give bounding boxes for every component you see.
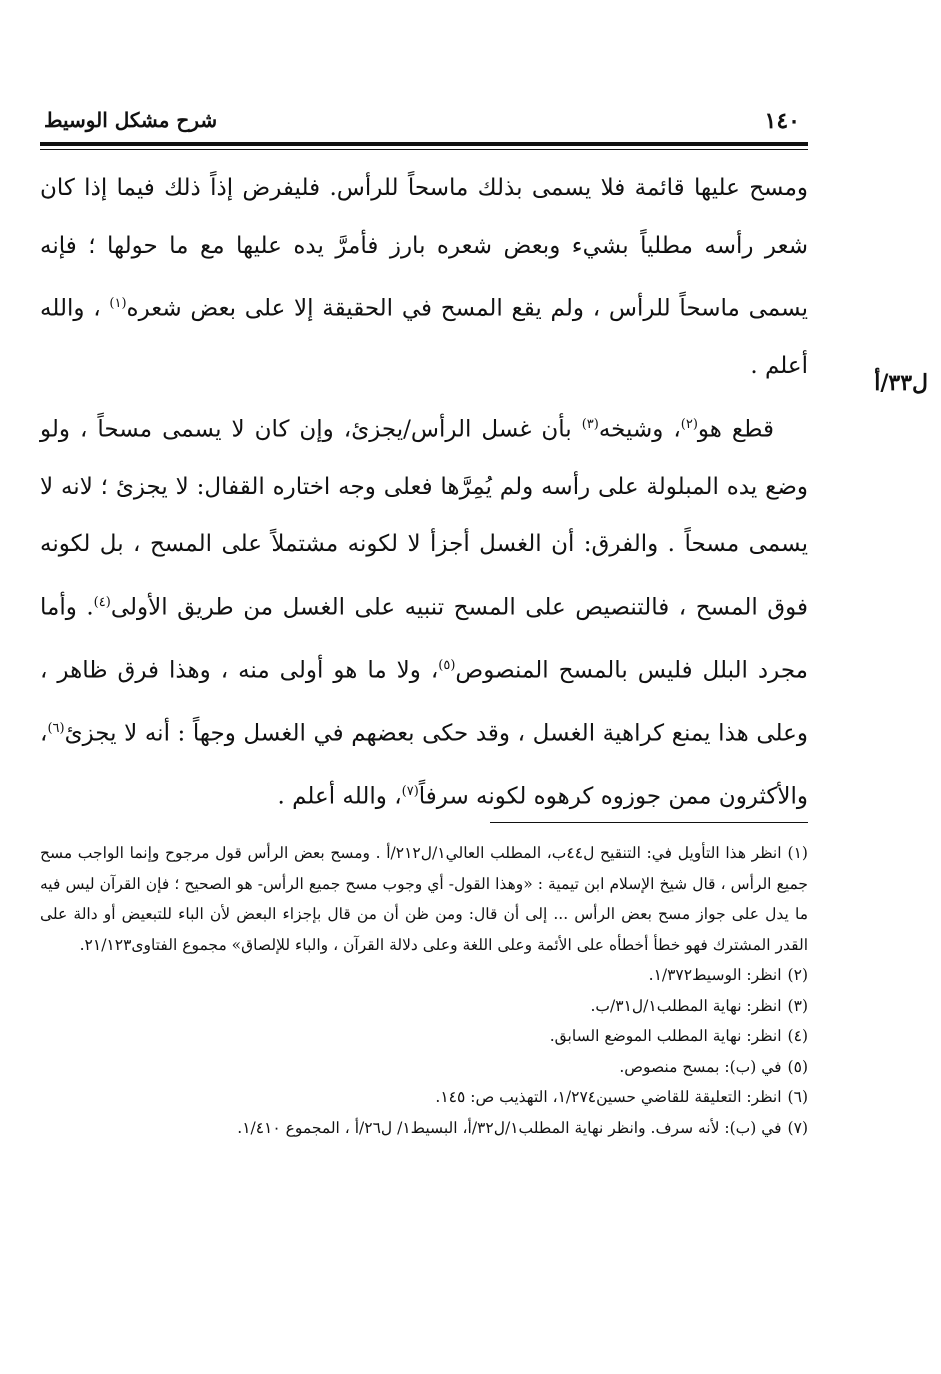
footnote-4 bbox=[40, 1021, 808, 1052]
footnote-text: انظر: نهاية المطلب١/ل٣١/ب. bbox=[590, 996, 782, 1015]
paragraph-2-seg-2: ، وشيخه bbox=[598, 416, 681, 443]
footnote-text: انظر: الوسيط١/٣٧٢. bbox=[648, 966, 782, 984]
paragraph-2-seg-7: ، والله أعلم . bbox=[277, 783, 402, 810]
page-number: ١٤٠ bbox=[764, 108, 800, 134]
manuscript-folio-marker: ل٣٣/أ bbox=[874, 370, 928, 396]
paragraph-2-seg-4: . وأما مجرد البلل فليس بالمسح المنصوص bbox=[40, 594, 808, 684]
main-text bbox=[40, 160, 808, 826]
footnote-number: (٧) bbox=[787, 1118, 808, 1137]
paragraph-2-seg-5: ، ولا ما هو أولى منه ، وهذا فرق ظاهر ، وعلى هذا يمنع كراهية الغسل ، وقد حكى بعضهم في الغسل وجهاً : أنه لا يجزئ bbox=[40, 657, 808, 747]
footnote-separator bbox=[490, 822, 808, 823]
footnote-ref-2: (٢) bbox=[680, 416, 698, 432]
running-title: شرح مشكل الوسيط bbox=[44, 108, 218, 132]
paragraph-1-text-b: ، والله أعلم . bbox=[40, 295, 808, 380]
footnote-ref-7: (٧) bbox=[401, 784, 419, 800]
paragraph-1-text-a: ومسح عليها قائمة فلا يسمى بذلك ماسحاً للرأس. فليفرض إذاً ذلك فيما إذا كان شعر رأسه مطلياً بشيء وبعض شعره بارز فأمرَّ يده عليها مع ما حولها ؛ فإنه يسمى ماسحاً للرأس ، ولم يقع المسح في الحقيقة إلا على بعض شعره bbox=[40, 175, 808, 322]
footnote-number: (١) bbox=[787, 844, 808, 862]
paragraph-2 bbox=[40, 396, 808, 827]
paragraph-2-seg-6: ، والأكثرون ممن جوزوه كرهوه لكونه سرفاً bbox=[40, 720, 808, 810]
header-rule-thick bbox=[40, 142, 808, 146]
page-header bbox=[40, 108, 808, 138]
footnote-number: (٢) bbox=[787, 966, 808, 984]
footnote-number: (٤) bbox=[787, 1027, 808, 1045]
footnote-ref-5: (٥) bbox=[438, 657, 456, 673]
footnotes bbox=[40, 838, 808, 1143]
footnote-1 bbox=[40, 838, 808, 960]
footnote-6 bbox=[40, 1082, 808, 1113]
footnote-number: (٣) bbox=[787, 996, 808, 1015]
footnote-text: انظر: نهاية المطلب الموضع السابق. bbox=[549, 1027, 782, 1045]
footnote-text: في (ب): لأنه سرف. وانظر نهاية المطلب١/ل٣٢/أ، البسيط١/ ل٢٦/أ ، المجموع ١/٤١٠. bbox=[237, 1118, 782, 1137]
footnote-ref-1: (١) bbox=[109, 296, 127, 311]
header-rule-thin bbox=[40, 149, 808, 150]
footnote-number: (٥) bbox=[787, 1057, 808, 1076]
paragraph-2-seg-1: قطع هو bbox=[697, 416, 774, 443]
paragraph-2-seg-3: بأن غسل الرأس/يجزئ، وإن كان لا يسمى مسحاً ، ولو وضع يده المبلولة على رأسه ولم يُمِرَّها فعلى وجه اختاره القفال: لا يجزئ ؛ لانه لا يسمى مسحاً . والفرق: أن الغسل أجزأ لا لكونه مشتملاً على المسح ، بل لكونه فوق المسح ، فالتنصيص على المسح تنبيه على الغسل من طريق الأولى bbox=[40, 416, 809, 621]
footnote-7 bbox=[40, 1113, 808, 1144]
footnote-3 bbox=[40, 991, 808, 1022]
footnote-5 bbox=[40, 1052, 808, 1083]
paragraph-1 bbox=[40, 160, 808, 396]
footnote-ref-3: (٣) bbox=[581, 416, 599, 432]
footnote-text: انظر هذا التأويل في: التنقيح ل٤٤ب، المطلب العالي١/ل٢١٢/أ . ومسح بعض الرأس قول مرجوح وإنما الواجب مسح جميع الرأس ، قال شيخ الإسلام ابن تيمية : «وهذا القول- أي وجوب مسح جميع الرأس- هو الصحيح ؛ فإن القرآن ليس فيه ما يدل على جواز مسح بعض الرأس ... إلى أن قال: ومن ظن أن من قال بإجزاء البعض لأن الباء للتبعيض أو دالة على القدر المشترك فهو خطأ أخطأه على الأئمة وعلى اللغة وعلى دلالة القرآن ، والباء للإلصاق» مجموع الفتاوى٢١/١٢٣. bbox=[40, 844, 808, 954]
footnote-text: في (ب): بمسح منصوص. bbox=[619, 1057, 782, 1076]
footnote-ref-4: (٤) bbox=[93, 594, 111, 610]
footnote-2 bbox=[40, 960, 808, 991]
footnote-text: انظر: التعليقة للقاضي حسين١/٢٧٤، التهذيب ص: ١٤٥. bbox=[435, 1088, 782, 1106]
footnote-ref-6: (٦) bbox=[47, 721, 65, 737]
footnote-number: (٦) bbox=[787, 1088, 808, 1106]
